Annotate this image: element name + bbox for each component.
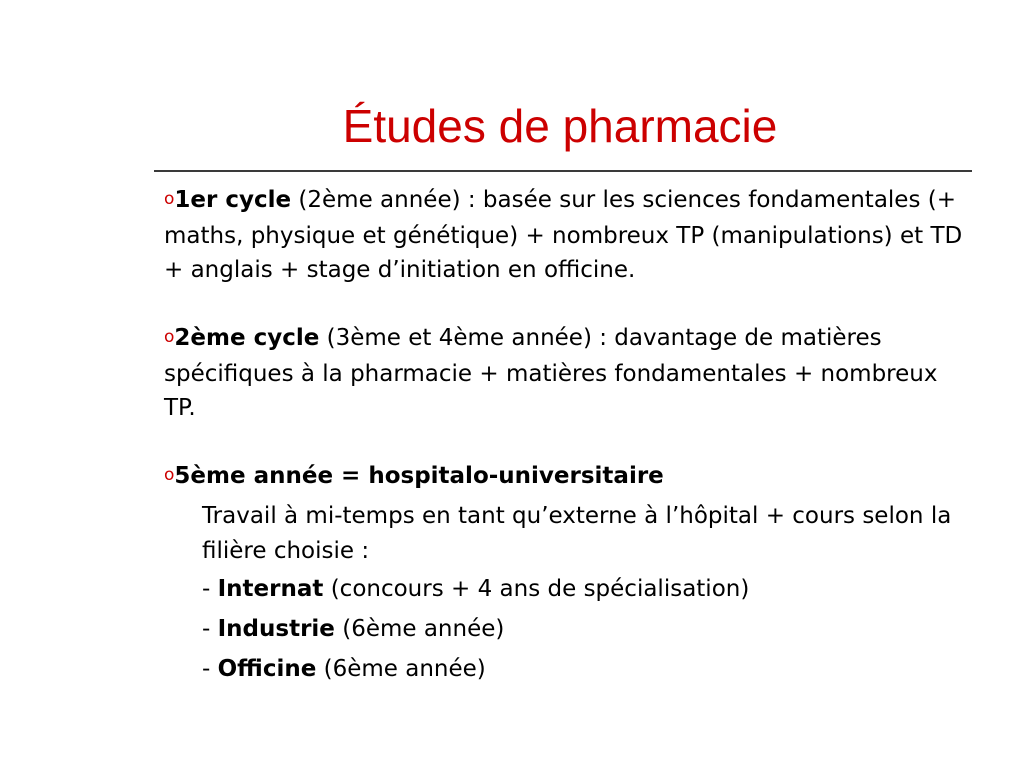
option-dash: -: [202, 616, 218, 642]
option-text: (6ème année): [316, 656, 486, 682]
bullet-text: (2ème année) : basée sur les sciences fondamentales (+ maths, physique et génétique) + nombreux TP (manipulations) et TD + anglais + stage d’initiation en officine.: [164, 187, 963, 283]
option-internat: [202, 569, 964, 609]
option-industrie: [202, 609, 964, 649]
bullet-heading: 2ème cycle: [174, 325, 320, 351]
bullet-heading: 5ème année = hospitalo-universitaire: [174, 463, 664, 489]
bullet-second-cycle: [164, 321, 964, 425]
bullet-circle-icon: o: [164, 465, 175, 485]
bullet-fifth-year: [164, 459, 964, 689]
bullet-text: (3ème et 4ème année) : davantage de matières spécifiques à la pharmacie + matières fondamentales + nombreux TP.: [164, 325, 938, 421]
slide-title: Études de pharmacie: [342, 100, 778, 152]
option-dash: -: [202, 656, 218, 682]
slide-body: [164, 183, 964, 689]
bullet-circle-icon: o: [164, 327, 175, 347]
option-name: Industrie: [217, 616, 335, 642]
fifth-year-detail: Travail à mi-temps en tant qu’externe à l’hôpital + cours selon la filière choisie :: [202, 503, 952, 564]
title-divider: [154, 170, 972, 172]
option-officine: [202, 649, 964, 689]
option-text: (concours + 4 ans de spécialisation): [323, 576, 750, 602]
bullet-heading: 1er cycle: [174, 187, 292, 213]
bullet-first-cycle: [164, 183, 964, 287]
bullet-circle-icon: o: [164, 189, 175, 209]
option-dash: -: [202, 576, 218, 602]
option-text: (6ème année): [334, 616, 505, 642]
option-name: Officine: [217, 656, 317, 682]
option-name: Internat: [217, 576, 324, 602]
